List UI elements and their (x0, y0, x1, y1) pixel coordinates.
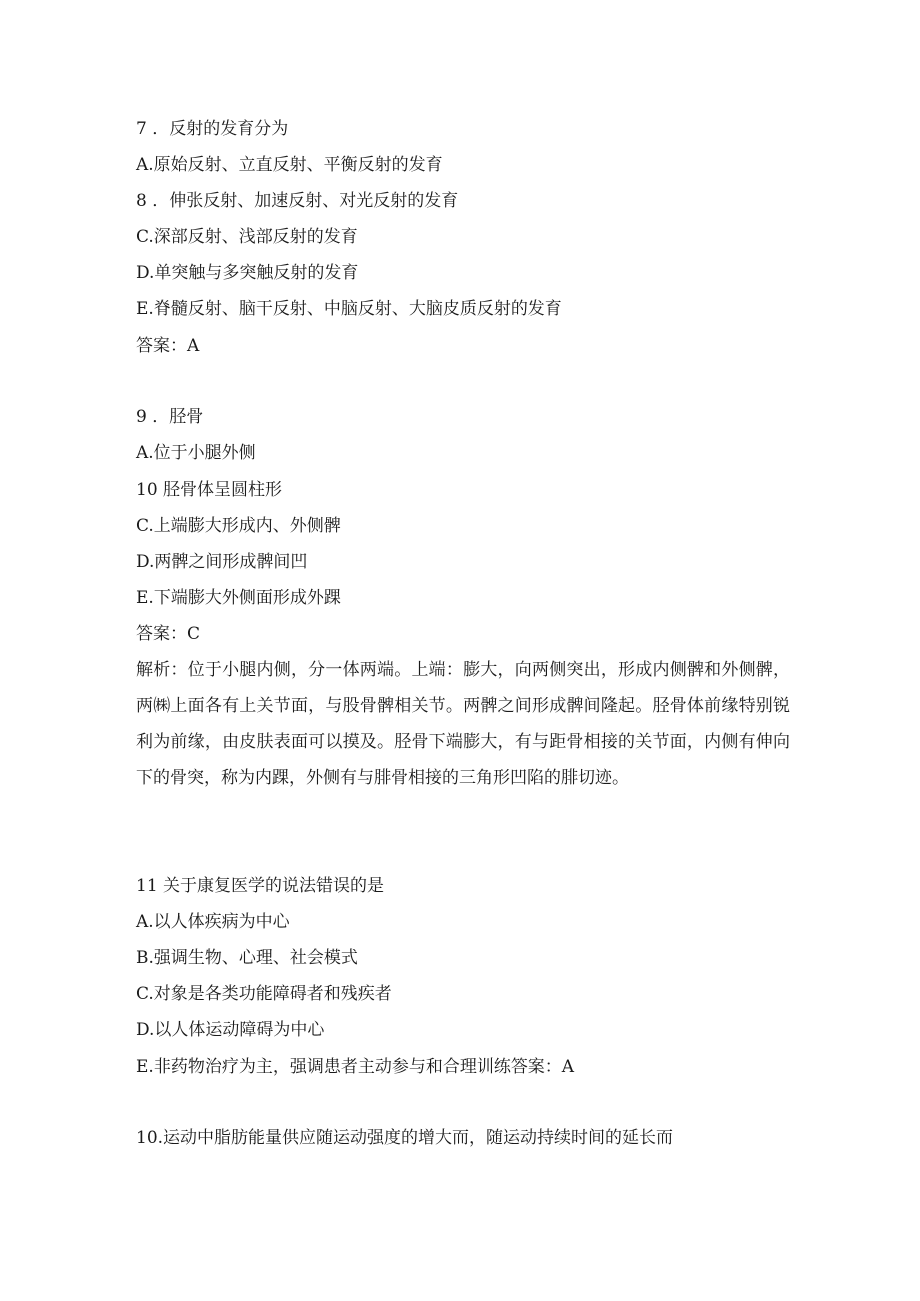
question-9-option-c: C.上端膨大形成内、外侧髀 (136, 516, 341, 536)
question-7-option-c: C.深部反射、浅部反射的发育 (136, 227, 358, 247)
question-7-option-d: D.单突触与多突触反射的发育 (136, 263, 359, 283)
question-7-option-a: A.原始反射、立直反射、平衡反射的发育 (136, 155, 443, 175)
question-9-explanation: 解析：位于小腿内侧，分一体两端。上端：膨大，向两侧突出，形成内侧髀和外侧髀，两㈱上面各有上关节面，与股骨髀相关节。两髀之间形成髀间隆起。胫骨体前缘特别锐利为前缘，由皮肤表面可以摸及。胫骨下端膨大，有与距骨相接的关节面，内侧有伸向下的骨突，称为内踝，外侧有与腓骨相接的三角形凹陷的腓切迹。 (136, 660, 790, 788)
question-7-option-b: 8 ．伸张反射、加速反射、对光反射的发育 (136, 191, 459, 211)
question-7-stem: 7 ．反射的发育分为 (136, 119, 289, 139)
question-9-answer: 答案：C (136, 624, 201, 644)
question-9-option-a: A.位于小腿外侧 (136, 443, 256, 463)
question-11-option-d: D.以人体运动障碍为中心 (136, 1020, 325, 1040)
question-11-option-b: B.强调生物、心理、社会模式 (136, 948, 358, 968)
question-11-stem: 11 关于康复医学的说法错误的是 (136, 876, 385, 896)
question-9-option-d: D.两髀之间形成髀间凹 (136, 552, 308, 572)
question-11-option-e: E.非药物治疗为主，强调患者主动参与和合理训练答案：A (136, 1057, 575, 1077)
question-11-option-a: A.以人体疾病为中心 (136, 912, 290, 932)
question-10-stem: 10.运动中脂肪能量供应随运动强度的增大而，随运动持续时间的延长而 (136, 1128, 674, 1148)
question-9-option-e: E.下端膨大外侧面形成外踝 (136, 588, 341, 608)
question-7-answer: 答案：A (136, 336, 200, 356)
question-9-option-b: 10 胫骨体呈圆柱形 (136, 480, 283, 500)
question-7-option-e: E.脊髓反射、脑干反射、中脑反射、大脑皮质反射的发育 (136, 299, 562, 319)
question-9-stem: 9 ．胫骨 (136, 407, 204, 427)
question-11-option-c: C.对象是各类功能障碍者和残疾者 (136, 984, 392, 1004)
